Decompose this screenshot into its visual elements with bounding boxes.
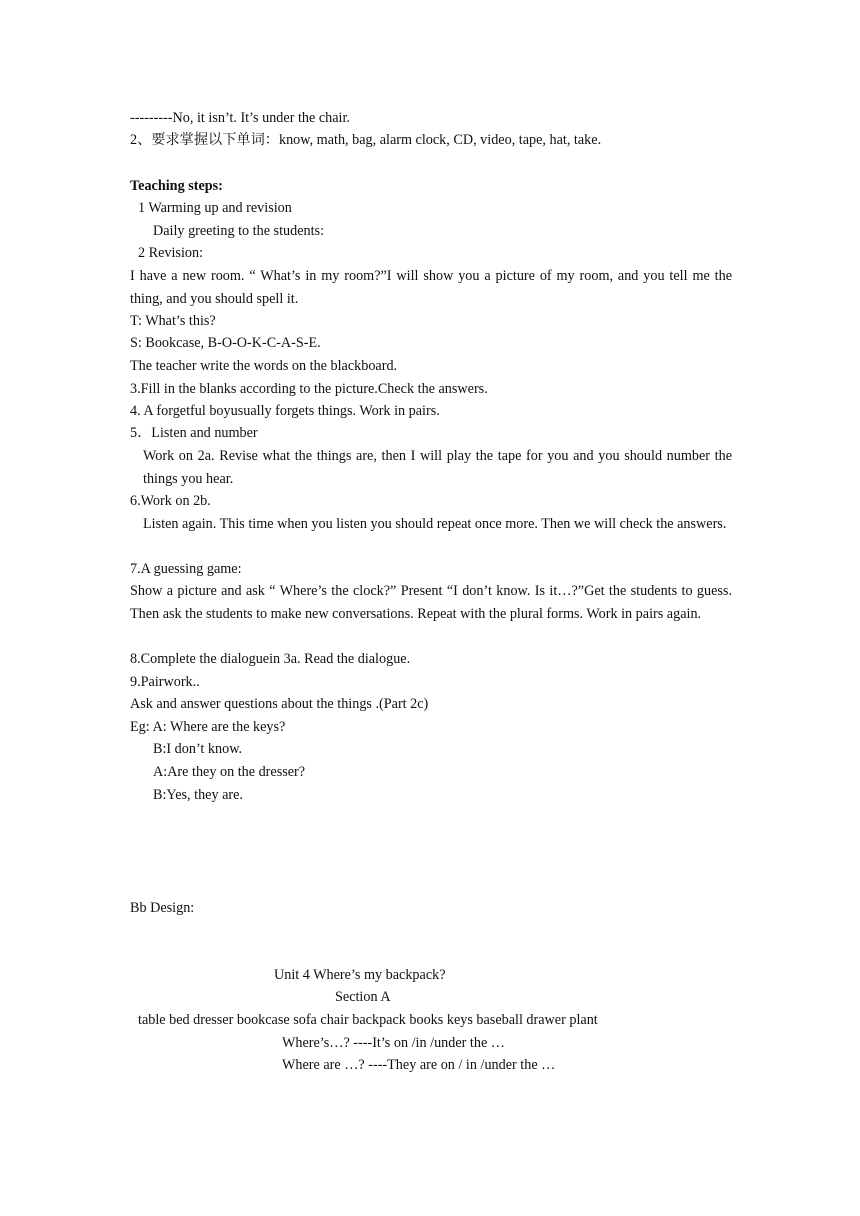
answer-line: ---------No, it isn’t. It’s under the chair. bbox=[130, 110, 350, 126]
bb-design-heading: Bb Design: bbox=[130, 900, 195, 916]
dialogue-line: Eg: A: Where are the keys? bbox=[130, 719, 286, 735]
guessing-game-paragraph: Show a picture and ask “ Where’s the clock?” Present “I don’t know. Is it…?”Get the students to guess. Then ask the students to make new conversations. Repeat with the plural forms. Work in pairs again. bbox=[130, 583, 732, 622]
text-line: The teacher write the words on the blackboard. bbox=[130, 358, 398, 374]
section-heading: Teaching steps: bbox=[130, 178, 223, 194]
text-line: Ask and answer questions about the things .(Part 2c) bbox=[130, 696, 429, 712]
dialogue-line: A:Are they on the dresser? bbox=[153, 764, 306, 780]
dialogue-line: B:Yes, they are. bbox=[153, 787, 243, 803]
vocabulary-requirement: 2、要求掌握以下单词：know, math, bag, alarm clock, CD, video, tape, hat, take. bbox=[130, 132, 602, 148]
dialogue-line: B:I don’t know. bbox=[153, 741, 243, 757]
step-1-detail: Daily greeting to the students: bbox=[153, 223, 325, 239]
step-3: 3.Fill in the blanks according to the picture.Check the answers. bbox=[130, 381, 488, 397]
step-2: 2 Revision: bbox=[138, 245, 204, 261]
step-6: 6.Work on 2b. bbox=[130, 493, 211, 509]
step-5: 5．Listen and number bbox=[130, 425, 258, 441]
teacher-line: T: What’s this? bbox=[130, 313, 216, 329]
board-section-title: Section A bbox=[335, 989, 391, 1005]
step-8: 8.Complete the dialoguein 3a. Read the dialogue. bbox=[130, 651, 411, 667]
board-vocabulary: table bed dresser bookcase sofa chair backpack books keys baseball drawer plant bbox=[138, 1012, 598, 1028]
student-line: S: Bookcase, B-O-O-K-C-A-S-E. bbox=[130, 335, 321, 351]
step-4: 4. A forgetful boyusually forgets things. Work in pairs. bbox=[130, 403, 440, 419]
step-1: 1 Warming up and revision bbox=[138, 200, 292, 216]
step-5-paragraph: Work on 2a. Revise what the things are, then I will play the tape for you and you should number the things you hear. bbox=[143, 448, 732, 487]
revision-paragraph: I have a new room. “ What’s in my room?”I will show you a picture of my room, and you tell me the thing, and you should spell it. bbox=[130, 268, 732, 307]
board-unit-title: Unit 4 Where’s my backpack? bbox=[274, 967, 446, 983]
step-9: 9.Pairwork.. bbox=[130, 674, 200, 690]
step-7: 7.A guessing game: bbox=[130, 561, 242, 577]
board-pattern: Where are …? ----They are on / in /under the … bbox=[282, 1057, 556, 1073]
step-6-paragraph: Listen again. This time when you listen you should repeat once more. Then we will check the answers. bbox=[143, 516, 727, 532]
board-pattern: Where’s…? ----It’s on /in /under the … bbox=[282, 1035, 505, 1051]
